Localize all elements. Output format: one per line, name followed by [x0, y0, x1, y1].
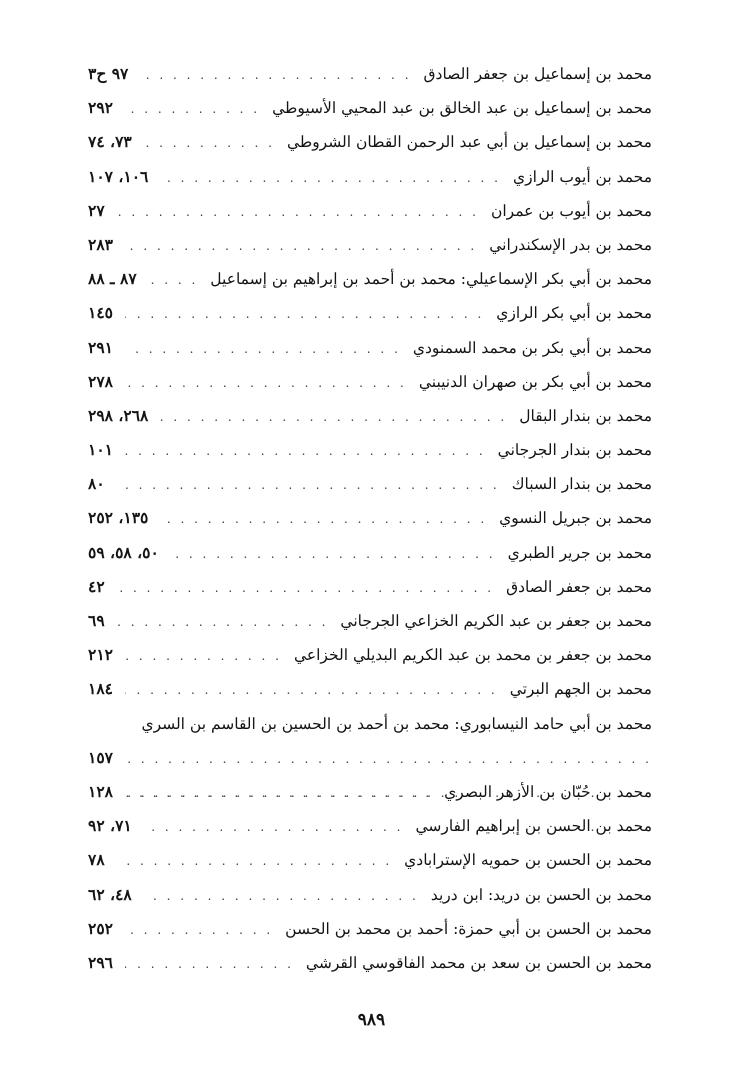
page-number: ٩٨٩ — [357, 1010, 386, 1030]
index-entry — [88, 672, 652, 706]
entry-pages: ٨٧ ـ ٨٨ — [88, 269, 137, 289]
entry-name: محمد بن أيوب الرازي — [512, 167, 652, 186]
entry-continuation — [88, 741, 652, 775]
entry-pages: ١٠٦، ١٠٧ — [88, 166, 149, 186]
entry-name: محمد بن بندار الجرجاني — [497, 441, 652, 460]
entry-name: محمد بن أبي بكر الرازي — [496, 304, 652, 323]
index-entry — [88, 399, 652, 433]
entry-name: محمد بن الحسن بن أبي حمزة: أحمد بن محمد بن الحسن — [285, 919, 652, 938]
index-entry — [88, 775, 652, 809]
index-entry — [88, 194, 652, 228]
dot-leader — [125, 776, 432, 810]
entry-name: محمد بن أيوب بن عمران — [490, 201, 652, 220]
entry-pages: ٢٩٦ — [88, 952, 113, 972]
dot-leader — [125, 434, 486, 468]
entry-pages: ١٠١ — [88, 440, 113, 460]
dot-leader — [125, 673, 498, 707]
index-entry — [88, 912, 652, 946]
entry-name: محمد بن جعفر الصادق — [506, 577, 652, 596]
index-entry — [88, 331, 652, 365]
entry-pages: ٢١٢ — [88, 645, 113, 665]
entry-pages: ٢٩٢ — [88, 98, 113, 118]
index-entry — [88, 57, 652, 91]
entry-pages: ٤٨، ٦٢ — [88, 884, 132, 904]
index-entry — [88, 433, 652, 467]
entry-name: محمد بن الحسن بن دريد: ابن دريد — [430, 885, 652, 904]
dot-leader — [171, 537, 496, 571]
entry-name: محمد بن الجهم البرتي — [509, 680, 652, 699]
dot-leader — [125, 366, 407, 400]
entry-pages: ١٢٨ — [88, 781, 113, 801]
entry-pages: ٥٠، ٥٨، ٥٩ — [88, 542, 159, 562]
entry-pages: ٧٨ — [88, 850, 105, 870]
index-entry — [88, 91, 652, 125]
entry-pages: ١٣٥، ٢٥٢ — [88, 508, 149, 528]
index-entry — [88, 262, 652, 296]
index-entry — [88, 843, 652, 877]
dot-leader — [149, 263, 199, 297]
entry-pages: ٦٩ — [88, 611, 105, 630]
entry-name: محمد بن إسماعيل بن عبد الخالق بن عبد المحيي الأسيوطي — [272, 99, 652, 118]
index-entry-wrapped — [88, 707, 652, 775]
index-entry — [88, 570, 652, 604]
dot-leader — [144, 879, 419, 913]
dot-leader — [144, 810, 404, 844]
dot-leader — [117, 571, 494, 605]
entry-pages: ١٤٥ — [88, 303, 113, 323]
index-entry — [88, 365, 652, 399]
entry-name: محمد بن بندار السباك — [511, 475, 652, 494]
entry-pages: ٧٣، ٧٤ — [88, 132, 132, 152]
entry-pages: ٧١، ٩٢ — [88, 816, 132, 836]
index-entry — [88, 501, 652, 535]
dot-leader — [125, 229, 477, 263]
entry-pages: ٢٧٨ — [88, 371, 113, 391]
dot-leader — [160, 161, 501, 195]
dot-leader — [125, 332, 401, 366]
index-entry — [88, 536, 652, 570]
index-list — [88, 57, 652, 980]
entry-pages: ٤٢ — [88, 576, 105, 596]
entry-pages: ١٨٤ — [88, 679, 113, 699]
entry-pages: ١٥٧ — [88, 747, 113, 767]
entry-name: محمد بن جعفر بن عبد الكريم الخزاعي الجرجاني — [340, 612, 652, 630]
entry-pages: ٢٦٨، ٢٩٨ — [88, 405, 149, 425]
entry-name: محمد بن جبريل النسوي — [499, 509, 652, 528]
entry-pages: ٢٨٣ — [88, 234, 113, 254]
index-entry — [88, 296, 652, 330]
dot-leader — [160, 400, 507, 434]
dot-leader — [125, 297, 484, 331]
entry-name: محمد بن بدر الإسكندراني — [489, 235, 652, 254]
entry-name: محمد بن أبي بكر بن صهران الدنيبني — [418, 372, 652, 391]
dot-leader — [125, 947, 294, 981]
dot-leader — [117, 605, 329, 639]
dot-leader — [117, 844, 393, 878]
dot-leader — [117, 468, 500, 502]
index-entry — [88, 809, 652, 843]
entry-pages: ٩٧ ح٣ — [88, 64, 129, 83]
entry-name: محمد بن أبي بكر الإسماعيلي: محمد بن أحمد بن إبراهيم بن إسماعيل — [210, 270, 652, 289]
index-entry — [88, 878, 652, 912]
index-entry — [88, 467, 652, 501]
index-entry — [88, 604, 652, 638]
entry-name: محمد بن بندار البقال — [519, 406, 652, 425]
index-entry — [88, 125, 652, 159]
entry-name: محمد بن الحسن بن سعد بن محمد الفاقوسي القرشي — [305, 953, 652, 972]
dot-leader — [140, 58, 411, 92]
dot-leader — [160, 502, 487, 536]
entry-pages: ٨٠ — [88, 474, 105, 494]
entry-pages: ٢٧ — [88, 200, 105, 220]
entry-name: محمد بن إسماعيل بن أبي عبد الرحمن القطان الشروطي — [286, 133, 652, 152]
dot-leader — [125, 913, 273, 947]
index-entry — [88, 946, 652, 980]
index-entry — [88, 228, 652, 262]
index-entry — [88, 160, 652, 194]
entry-name: محمد بن الحسن بن إبراهيم الفارسي — [415, 817, 652, 836]
dot-leader — [125, 639, 282, 673]
entry-pages: ٢٥٢ — [88, 918, 113, 938]
entry-name: محمد بن جعفر بن محمد بن عبد الكريم البديلي الخزاعي — [293, 646, 652, 665]
entry-name: محمد بن إسماعيل بن جعفر الصادق — [423, 65, 652, 83]
entry-name: محمد بن جرير الطبري — [507, 543, 652, 562]
entry-pages: ٢٩١ — [88, 337, 113, 357]
dot-leader — [125, 92, 260, 126]
dot-leader — [117, 195, 479, 229]
index-entry — [88, 638, 652, 672]
dot-leader — [144, 126, 275, 160]
entry-name: محمد بن حُبّان بن الأزهر البصري — [444, 782, 652, 801]
entry-name: محمد بن أبي بكر بن محمد السمنودي — [412, 338, 652, 357]
entry-name: محمد بن أبي حامد النيسابوري: محمد بن أحمد بن الحسين بن القاسم بن السري — [141, 714, 652, 733]
entry-name: محمد بن الحسن بن حمويه الإسترابادي — [404, 851, 652, 870]
